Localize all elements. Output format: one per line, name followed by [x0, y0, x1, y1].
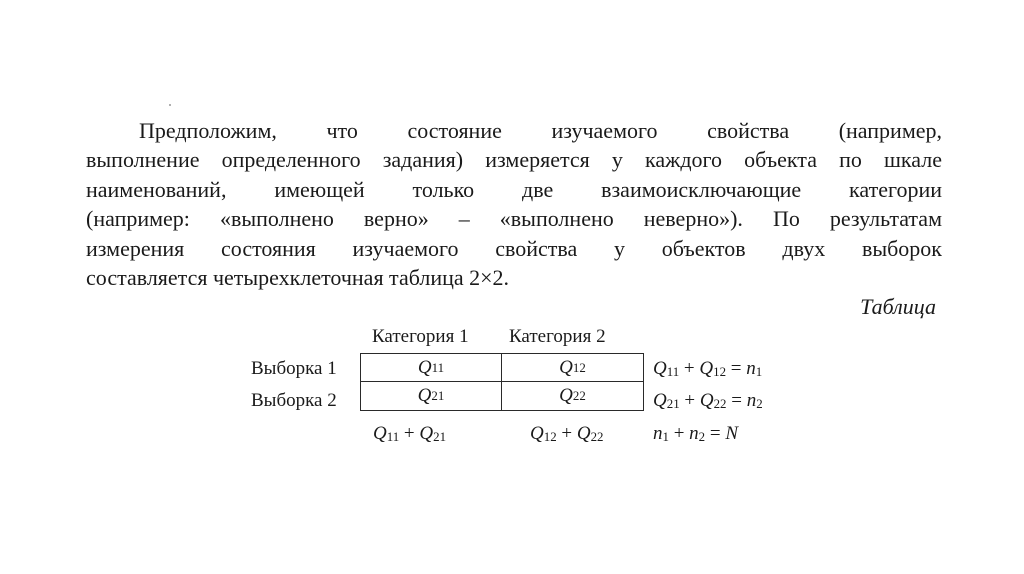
paragraph-line: выполнение определенного задания) измеряется у каждого объекта по шкале: [86, 147, 942, 173]
table-cell: Q 22: [559, 385, 586, 406]
table-cell: Q 21: [361, 382, 502, 410]
row-header-sample-2: Выборка 2: [251, 390, 337, 411]
grand-total: $n_1 + n_2 = N$: [653, 423, 739, 444]
paragraph-line: измерения состояния изучаемого свойства у объектов двух выборок: [86, 235, 942, 261]
column-sum-2: $Q_{12} + Q_{22}$: [530, 423, 604, 444]
paragraph-line: наименований, имеющей только две взаимоисключающие категории: [86, 176, 942, 202]
paragraph-line: (например: «выполнено верно» – «выполнено неверно»). По результатам: [86, 206, 942, 232]
paragraph-line: Предположим, что состояние изучаемого свойства (например,: [139, 118, 942, 143]
paragraph-line: составляется четырехклеточная таблица 2×2.: [86, 265, 510, 291]
column-header-category-1: Категория 1: [372, 326, 469, 347]
table-cell: Q 12: [502, 354, 643, 382]
column-header-category-2: Категория 2: [509, 326, 606, 347]
stray-dot: [169, 104, 171, 106]
row-header-sample-1: Выборка 1: [251, 358, 337, 379]
body-paragraph: [86, 116, 942, 292]
contingency-table: [360, 353, 644, 411]
table-cell: Q 11: [361, 354, 502, 382]
row-sum-2: $Q_{21} + Q_{22} = n_2$: [653, 390, 763, 411]
column-sum-1: $Q_{11} + Q_{21}$: [373, 423, 447, 444]
row-sum-1: $Q_{11} + Q_{12} = n_1$: [653, 358, 763, 379]
table-caption: Таблица: [860, 294, 936, 319]
